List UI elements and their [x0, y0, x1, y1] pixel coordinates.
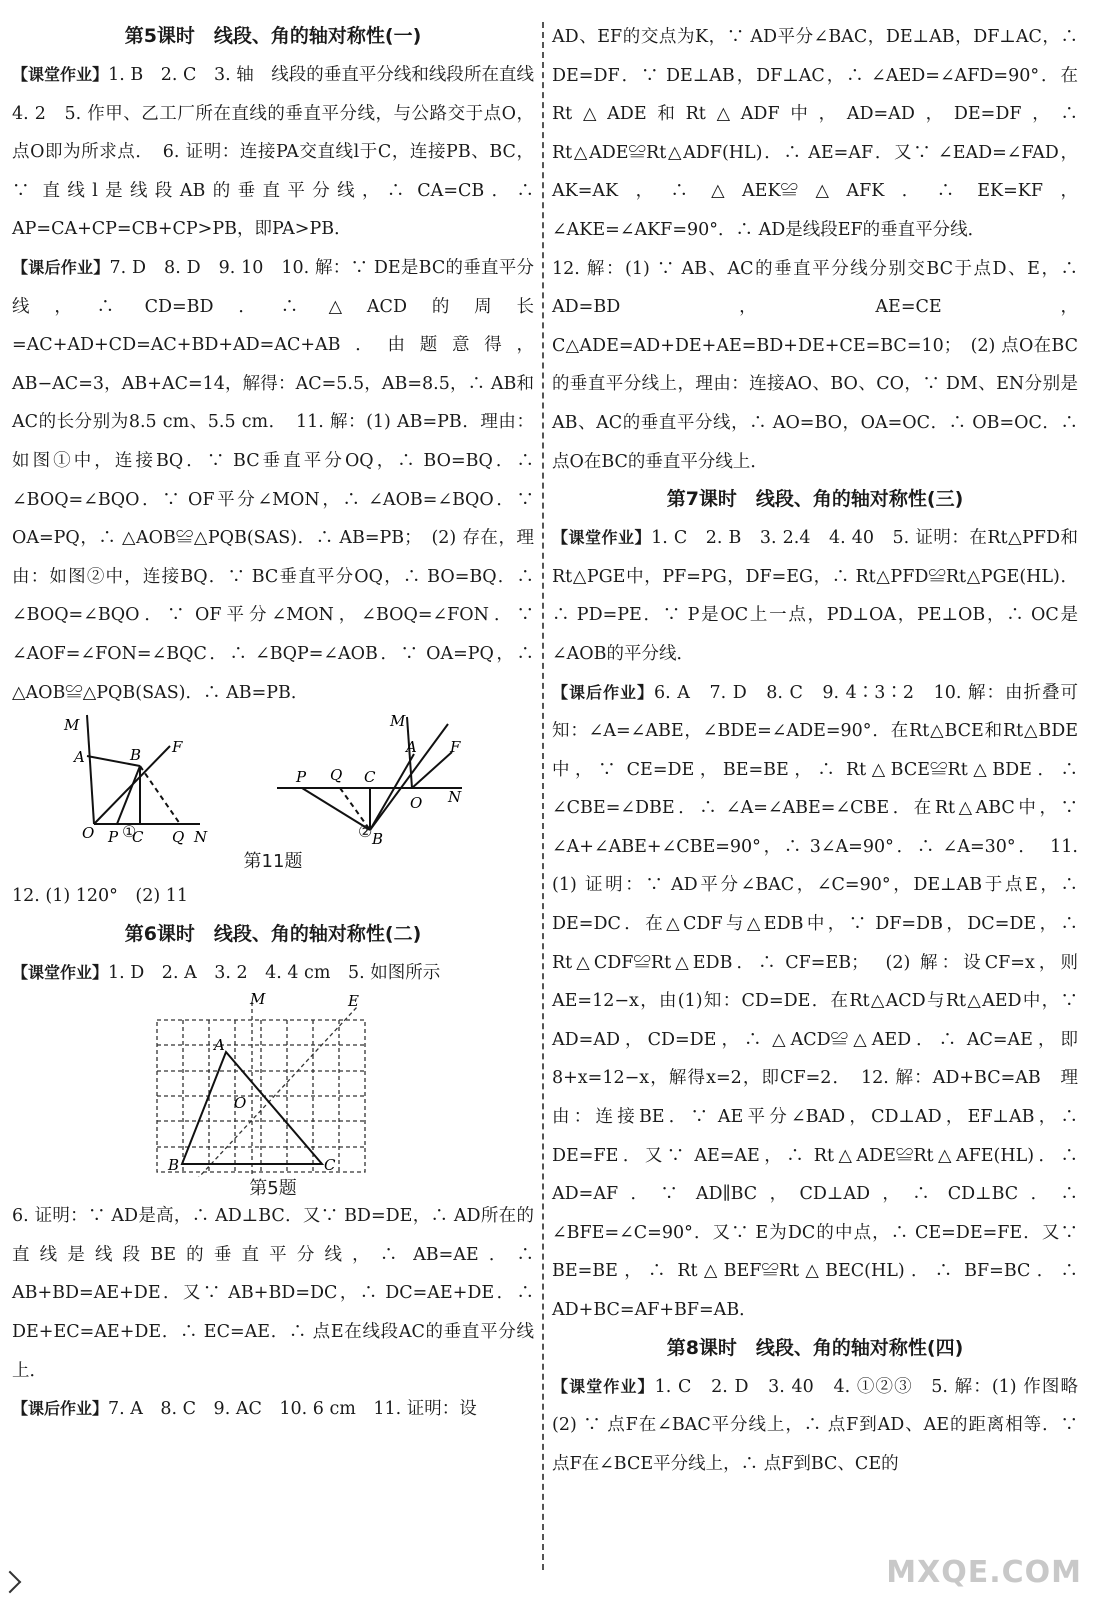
svg-text:B: B [168, 1156, 180, 1175]
homework-tag: 【课后作业】 [552, 682, 655, 702]
figure-q5-grid [12, 992, 534, 1177]
svg-text:O: O [82, 824, 95, 843]
lesson5-classwork [12, 56, 552, 249]
lesson6-q12: 12. 解：(1) ∵ AB、AC的垂直平分线分别交BC于点D、E，∴ AD=BD，AE=CE，C△ADE=AD+DE+AE=BD+DE+CE=BC=10； (2) 点O在BC的垂直平分线上，理由：连接AO、BO、CO，∵ DM、EN分别是AB、AC的垂直平分线，∴ AO=BO，OA=OC．∴ OB=OC．∴ 点O在BC的垂直平分线上． [552, 258, 1078, 472]
lesson7-homework-text: 6. A 7. D 8. C 9. 4∶3∶2 10. 解：由折叠可知：∠A=∠ABE，∠BDE=∠ADE=90°．在Rt△BCE和Rt△BDE中，∵ CE=DE，BE=BE，∴ Rt△BCE≌Rt△BDE．∴ ∠CBE=∠DBE．∴ ∠A=∠ABE=∠CBE．在Rt△ABC中，∵ ∠A+∠ABE+∠CBE=90°，∴ 3∠A=90°．∴ ∠A=30°． 11. (1) 证明：∵ AD平分∠BAC，∠C=90°，DE⊥AB于点E，∴ DE=DC．在△CDF与△EDB中，∵ DF=DB，DC=DE，∴ Rt△CDF≌Rt△EDB．∴ CF=EB； (2) 解：设CF=x，则AE=12−x，由(1)知：CD=DE．在Rt△ACD与Rt△AED中，∵ AD=AD，CD=DE，∴ △ACD≌△AED．∴ AC=AE，即8+x=12−x，解得x=2，即CF=2． 12. 解：AD+BC=AB 理由：连接BE．∵ AE平分∠BAD，CD⊥AD，EF⊥AB，∴ DE=FE．又∵ AE=AE，∴ Rt△ADE≌Rt△AFE(HL)．∴ AD=AF．∵ AD∥BC，CD⊥AD，∴ CD⊥BC．∴ ∠BFE=∠C=90°．又∵ E为DC的中点，∴ CE=DE=FE．又∵ BE=BE，∴ Rt△BEF≌Rt△BEC(HL)．∴ BF=BC．∴ AD+BC=AF+BF=AB． [552, 682, 1078, 1320]
figure-q11-caption: 第11题 [243, 851, 303, 873]
classwork-tag: 【课堂作业】 [552, 528, 652, 548]
column-divider [542, 22, 544, 1570]
svg-text:F: F [172, 738, 183, 757]
svg-text:E: E [348, 992, 359, 1011]
classwork-tag: 【课堂作业】 [12, 962, 109, 982]
svg-text:A: A [406, 738, 417, 757]
svg-text:O: O [234, 1094, 247, 1113]
lesson5-homework [12, 249, 534, 712]
lesson8-classwork [552, 1368, 1096, 1484]
classwork-tag: 【课堂作业】 [12, 65, 109, 84]
svg-text:C: C [324, 1156, 336, 1175]
lesson5-q12: 12. (1) 120° (2) 11 [12, 886, 189, 907]
svg-text:M: M [250, 992, 266, 1009]
lesson6-title: 第6课时 线段、角的轴对称性(二) [124, 922, 422, 945]
homework-tag: 【课后作业】 [12, 257, 110, 277]
svg-text:B: B [372, 830, 384, 849]
lesson5-classwork-text: 1. B 2. C 3. 轴 线段的垂直平分线和线段所在直线 4. 2 5. 作甲、乙工厂所在直线的垂直平分线，与公路交于点O，点O即为所求点． 6. 证明：连接PA交直线l于C，连接PB、BC，∵ 直线l是线段AB的垂直平分线，∴ CA=CB．∴ AP=CA+CP=CB+CP>PB，即PA>PB． [12, 65, 552, 240]
right-column [552, 18, 1096, 1483]
svg-text:P: P [108, 828, 119, 847]
svg-text:A: A [214, 1036, 225, 1055]
svg-text:F: F [450, 738, 461, 757]
lesson5-homework-text: 7. D 8. D 9. 10 10. 解：∵ DE是BC的垂直平分线，∴ CD=BD．∴ △ACD的周长=AC+AD+CD=AC+BD+AD=AC+AB．由题意得，AB−AC=3，AB+AC=14，解得：AC=5.5，AB=8.5，∴ AB和AC的长分别为8.5 cm、5.5 cm． 11. 解：(1) AB=PB．理由：如图①中，连接BQ．∵ BC垂直平分OQ，∴ BO=BQ．∴ ∠BOQ=∠BQO．∵ OF平分∠MON，∴ ∠AOB=∠BQO．∵ OA=PQ，∴ △AOB≌△PQB(SAS)．∴ AB=PB； (2) 存在，理由：如图②中，连接BQ．∵ BC垂直平分OQ，∴ BO=BQ．∴ ∠BOQ=∠BQO．∵ OF平分∠MON，∠BOQ=∠FON．∵ ∠AOF=∠FON=∠BQC．∴ ∠BQP=∠AOB．∵ OA=PQ，∴ △AOB≌△PQB(SAS)．∴ AB=PB． [12, 257, 534, 703]
lesson8-title: 第8课时 线段、角的轴对称性(四) [666, 1336, 964, 1359]
lesson7-title: 第7课时 线段、角的轴对称性(三) [666, 488, 964, 511]
svg-text:Q: Q [172, 828, 185, 847]
lesson5-title: 第5课时 线段、角的轴对称性(一) [124, 25, 422, 47]
svg-text:C: C [364, 768, 376, 787]
lesson8-classwork-text: 1. C 2. D 3. 40 4. ①②③ 5. 解：(1) 作图略 (2) ∵ 点F在∠BAC平分线上，∴ 点F到AD、AE的距离相等．∵ 点F在∠BCE平分线上，∴ 点F到BC、CE的 [552, 1376, 1096, 1474]
fig2-label: ② [358, 822, 373, 842]
svg-text:B: B [130, 746, 142, 765]
svg-text:P: P [296, 768, 307, 787]
lesson6-q11-continued: AD、EF的交点为K，∵ AD平分∠BAC，DE⊥AB，DF⊥AC，∴ DE=DF．∵ DE⊥AB，DF⊥AC，∴ ∠AED=∠AFD=90°．在Rt△ADE和Rt△ADF中，AD=AD，DE=DF，∴ Rt△ADE≌Rt△ADF(HL)．∴ AE=AF．又∵ ∠EAD=∠FAD，AK=AK，∴ △AEK≌△AFK．∴ EK=KF，∠AKE=∠AKF=90°．∴ AD是线段EF的垂直平分线． [552, 27, 1078, 240]
page-arrow-icon [0, 1571, 21, 1594]
lesson6-q6: 6. 证明：∵ AD是高，∴ AD⊥BC．又∵ BD=DE，∴ AD所在的直线是线段BE的垂直平分线，∴ AB=AE．∴ AB+BD=AE+DE．又∵ AB+BD=DC，∴ DC=AE+DE．∴ DE+EC=AE+DE．∴ EC=AE．∴ 点E在线段AC的垂直平分线上． [12, 1206, 534, 1381]
svg-text:O: O [410, 794, 423, 813]
homework-tag: 【课后作业】 [12, 1399, 109, 1419]
svg-text:M: M [64, 716, 80, 735]
fig1-label: ① [122, 822, 137, 842]
lesson6-homework-text: 7. A 8. C 9. AC 10. 6 cm 11. 证明：设 [108, 1399, 477, 1420]
left-column [12, 18, 552, 1429]
svg-text:N: N [194, 828, 208, 847]
lesson6-homework [12, 1390, 534, 1429]
lesson6-classwork [12, 954, 534, 993]
svg-text:C: C [132, 828, 144, 847]
lesson7-classwork-text: 1. C 2. B 3. 2.4 4. 40 5. 证明：在Rt△PFD和Rt△PGE中，PF=PG，DF=EG，∴ Rt△PFD≌Rt△PGE(HL)．∴ PD=PE．∵ P是OC上一点，PD⊥OA，PE⊥OB，∴ OC是∠AOB的平分线． [552, 528, 1078, 664]
svg-text:N: N [448, 788, 462, 807]
figure-q11-drawing [12, 712, 534, 852]
svg-text:M: M [390, 712, 406, 731]
svg-text:A: A [74, 748, 85, 767]
figure-q5-caption: 第5题 [249, 1178, 297, 1200]
svg-text:Q: Q [330, 766, 343, 785]
figure-q5 [12, 992, 534, 1200]
classwork-tag: 【课堂作业】 [552, 1376, 655, 1396]
lesson7-homework [552, 674, 1078, 1330]
lesson6-classwork-text: 1. D 2. A 3. 2 4. 4 cm 5. 如图所示 [108, 962, 441, 983]
lesson7-classwork [552, 519, 1078, 673]
watermark: MXQE.COM [886, 1555, 1082, 1590]
figure-q11 [12, 712, 534, 877]
